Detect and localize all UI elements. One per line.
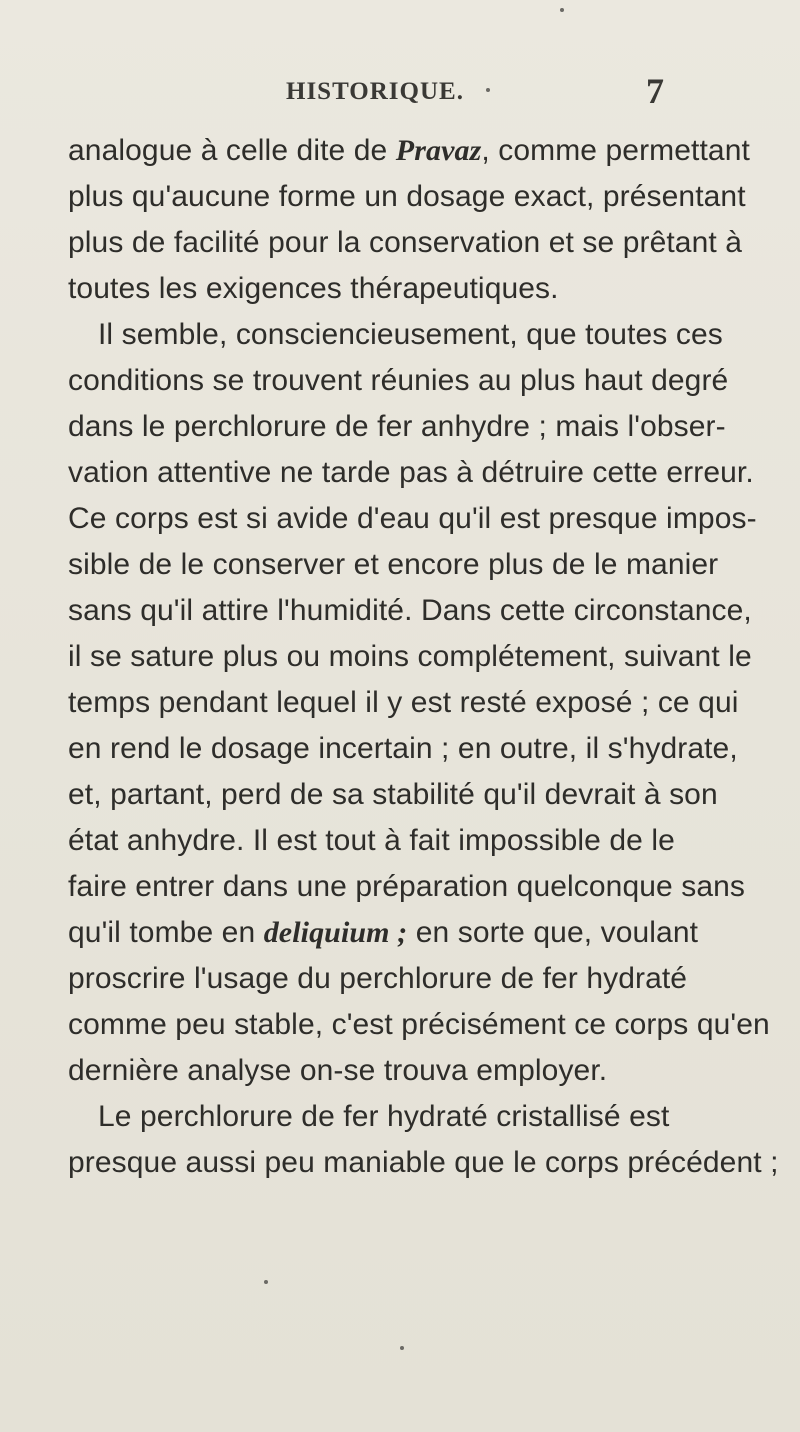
text-line: sans qu'il attire l'humidité. Dans cette circonstance, [68,594,752,627]
paper-speck [264,1280,268,1284]
page-header [68,71,668,118]
emphasis-pravaz: Pravaz [395,134,482,167]
text-line: qu'il tombe en deliquium ; en sorte que, voulant [68,916,699,949]
text-line: plus qu'aucune forme un dosage exact, présentant [68,180,746,213]
emphasis-deliquium: deliquium ; [263,916,408,949]
text-line: dans le perchlorure de fer anhydre ; mais l'obser- [68,410,726,443]
body-text [68,128,779,1186]
running-title: HISTORIQUE. [286,78,464,105]
text-line: il se sature plus ou moins complétement, suivant le [68,640,752,673]
text-line: toutes les exigences thérapeutiques. [68,272,559,305]
paragraph-start-line: Le perchlorure de fer hydraté cristallisé est [98,1100,670,1133]
text-line: proscrire l'usage du perchlorure de fer hydraté [68,962,688,995]
text-line: dernière analyse on-se trouva employer. [68,1054,608,1087]
paper-speck [400,1346,404,1350]
text-line: plus de facilité pour la conservation et se prêtant à [68,226,743,259]
text-line: état anhydre. Il est tout à fait impossible de le [68,824,675,857]
paper-speck [560,8,564,12]
text-line: faire entrer dans une préparation quelconque sans [68,870,746,903]
text-line: sible de le conserver et encore plus de le manier [68,548,719,581]
text-line: comme peu stable, c'est précisément ce corps qu'en [68,1008,770,1041]
paper-speck [486,88,490,92]
paragraph-start-line: Il semble, consciencieusement, que toutes ces [98,318,723,351]
page-number: 7 [646,71,664,111]
text-line: conditions se trouvent réunies au plus haut degré [68,364,729,397]
text-line: et, partant, perd de sa stabilité qu'il devrait à son [68,778,718,811]
text-line: analogue à celle dite de Pravaz, comme permettant [68,134,750,167]
text-line: temps pendant lequel il y est resté exposé ; ce qui [68,686,739,719]
text-line: en rend le dosage incertain ; en outre, il s'hydrate, [68,732,738,765]
text-line: Ce corps est si avide d'eau qu'il est presque impos- [68,502,757,535]
text-line: vation attentive ne tarde pas à détruire cette erreur. [68,456,754,489]
text-line: presque aussi peu maniable que le corps précédent ; [68,1146,779,1179]
